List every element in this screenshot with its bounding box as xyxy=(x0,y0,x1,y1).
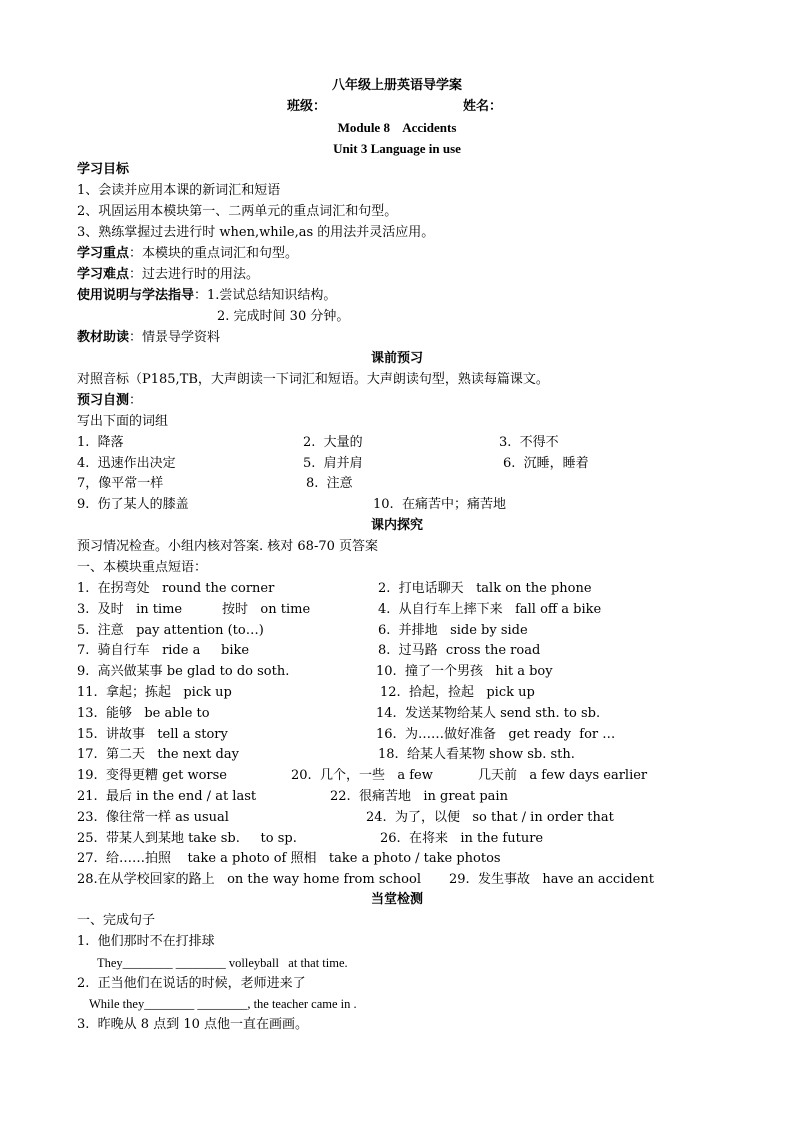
phrase-item: 4. 从自行车上摔下来 fall off a bike xyxy=(378,601,602,617)
test-section: 一、完成句子 xyxy=(77,913,156,928)
phrase-item: 9. 高兴做某事 be glad to do soth. xyxy=(77,664,290,680)
vocab-item: 5. 肩并肩 xyxy=(303,456,363,471)
phrase-item: 10. 撞了一个男孩 hit a boy xyxy=(376,664,553,680)
phrase-item: 15. 讲故事 tell a story xyxy=(77,726,228,742)
vocab-item: 2. 大量的 xyxy=(303,435,363,450)
question-prompt: 3. 昨晚从 8 点到 10 点他一直在画画。 xyxy=(77,1017,309,1032)
name-label: 姓名： xyxy=(463,99,503,114)
phrase-item: 23. 像往常一样 as usual xyxy=(77,809,229,825)
vocab-item: 10. 在痛苦中；痛苦地 xyxy=(373,497,506,512)
worksheet-title: 八年级上册英语导学案 xyxy=(331,78,462,93)
preview-heading: 课前预习 xyxy=(370,351,423,366)
phrase-item: 6. 并排地 side by side xyxy=(378,622,528,638)
phrase-item: 2. 打电话聊天 talk on the phone xyxy=(378,581,592,596)
aid-text: ：情景导学资料 xyxy=(129,330,221,345)
class-label: 班级： xyxy=(287,99,327,114)
vocab-item: 8. 注意 xyxy=(306,476,353,491)
phrase-item: 20. 几个，一些 a few xyxy=(291,768,433,784)
phrase-item: 1. 在拐弯处 round the corner xyxy=(77,581,275,596)
key-points xyxy=(77,245,298,263)
phrase-item: 21. 最后 in the end / at last xyxy=(77,789,257,804)
unit-title: Unit 3 Language in use xyxy=(333,141,461,156)
phrase-item: 29. 发生事故 have an accident xyxy=(449,872,654,888)
phrase-item: 按时 on time xyxy=(222,601,311,617)
vocab-item: 9. 伤了某人的膝盖 xyxy=(77,497,189,512)
phrase-item: 28.在从学校回家的路上 on the way home from school xyxy=(77,872,421,888)
question-prompt: 2. 正当他们在说话的时候，老师进来了 xyxy=(77,976,306,991)
method-step-2: 2. 完成时间 30 分钟。 xyxy=(217,309,350,324)
self-test-label: 预习自测 xyxy=(77,393,130,408)
phrase-item: 13. 能够 be able to xyxy=(77,705,210,721)
phrase-item: 24. 为了，以便 so that / in order that xyxy=(366,809,614,825)
difficulty-text: ：过去进行时的用法。 xyxy=(129,267,260,282)
module-title: Module 8 Accidents xyxy=(337,120,457,135)
phrase-item: 3. 及时 in time xyxy=(77,601,183,617)
phrase-item: 几天前 a few days earlier xyxy=(478,768,648,784)
goal-item: 2、巩固运用本模块第一、二两单元的重点词汇和句型。 xyxy=(77,204,398,219)
question-answer-line: They________ ________ volleyball at that time. xyxy=(97,956,348,970)
question-prompt: 1. 他们那时不在打排球 xyxy=(77,934,215,949)
aid xyxy=(77,329,220,347)
phrase-item: 14. 发送某物给某人 send sth. to sb. xyxy=(376,705,601,721)
vocab-item: 7，像平常一样 xyxy=(77,476,164,491)
phrase-item: 12. 拾起，捡起 pick up xyxy=(380,685,535,700)
phrase-item: 25. 带某人到某地 take sb. to sp. xyxy=(77,830,297,846)
phrase-item: 19. 变得更糟 get worse xyxy=(77,768,227,784)
phrase-item: 16. 为……做好准备 get ready for … xyxy=(376,726,616,742)
phrase-item: 5. 注意 pay attention (to…) xyxy=(77,622,264,638)
self-test-colon: ： xyxy=(129,393,143,408)
vocab-item: 1. 降落 xyxy=(77,435,124,450)
explore-heading: 课内探究 xyxy=(370,518,423,533)
goal-item: 3、熟练掌握过去进行时 when,while,as 的用法并灵活应用。 xyxy=(77,225,435,240)
preview-instruction: 写出下面的词组 xyxy=(77,414,169,429)
phrase-item: 8. 过马路 cross the road xyxy=(378,643,541,659)
explore-check: 预习情况检查。小组内核对答案. 核对 68-70 页答案 xyxy=(77,539,379,554)
aid-label: 教材助读 xyxy=(77,330,130,345)
self-test xyxy=(77,392,142,410)
goals-heading: 学习目标 xyxy=(77,162,130,177)
phrase-item: 11. 拿起；拣起 pick up xyxy=(77,685,232,700)
method xyxy=(77,287,336,305)
key-text: ：本模块的重点词汇和句型。 xyxy=(129,246,299,261)
difficulty-label: 学习难点 xyxy=(77,267,130,282)
question-answer-line: While they________ ________, the teacher came in . xyxy=(89,997,357,1011)
phrases-heading: 一、本模块重点短语： xyxy=(77,560,208,575)
phrase-item: 18. 给某人看某物 show sb. sth. xyxy=(378,747,575,763)
difficulty xyxy=(77,266,259,284)
phrase-item: 17. 第二天 the next day xyxy=(77,747,239,763)
phrase-item: 26. 在将来 in the future xyxy=(380,830,544,846)
key-label: 学习重点 xyxy=(77,246,130,261)
phrase-item: 22. 很痛苦地 in great pain xyxy=(330,789,508,804)
test-heading: 当堂检测 xyxy=(370,892,423,907)
phrase-item: 27. 给……拍照 take a photo of 照相 take a photo / take photos xyxy=(77,851,501,867)
vocab-item: 3. 不得不 xyxy=(499,435,559,450)
vocab-item: 4. 迅速作出决定 xyxy=(77,456,176,471)
vocab-item: 6. 沉睡，睡着 xyxy=(503,456,589,471)
goal-item: 1、会读并应用本课的新词汇和短语 xyxy=(77,183,281,198)
phrase-item: 7. 骑自行车 ride a bike xyxy=(77,643,250,659)
method-label: 使用说明与学法指导 xyxy=(77,288,195,303)
method-step-1: ：1.尝试总结知识结构。 xyxy=(194,288,337,303)
preview-intro: 对照音标（P185,TB，大声朗读一下词汇和短语。大声朗读句型，熟读每篇课文。 xyxy=(77,372,549,387)
